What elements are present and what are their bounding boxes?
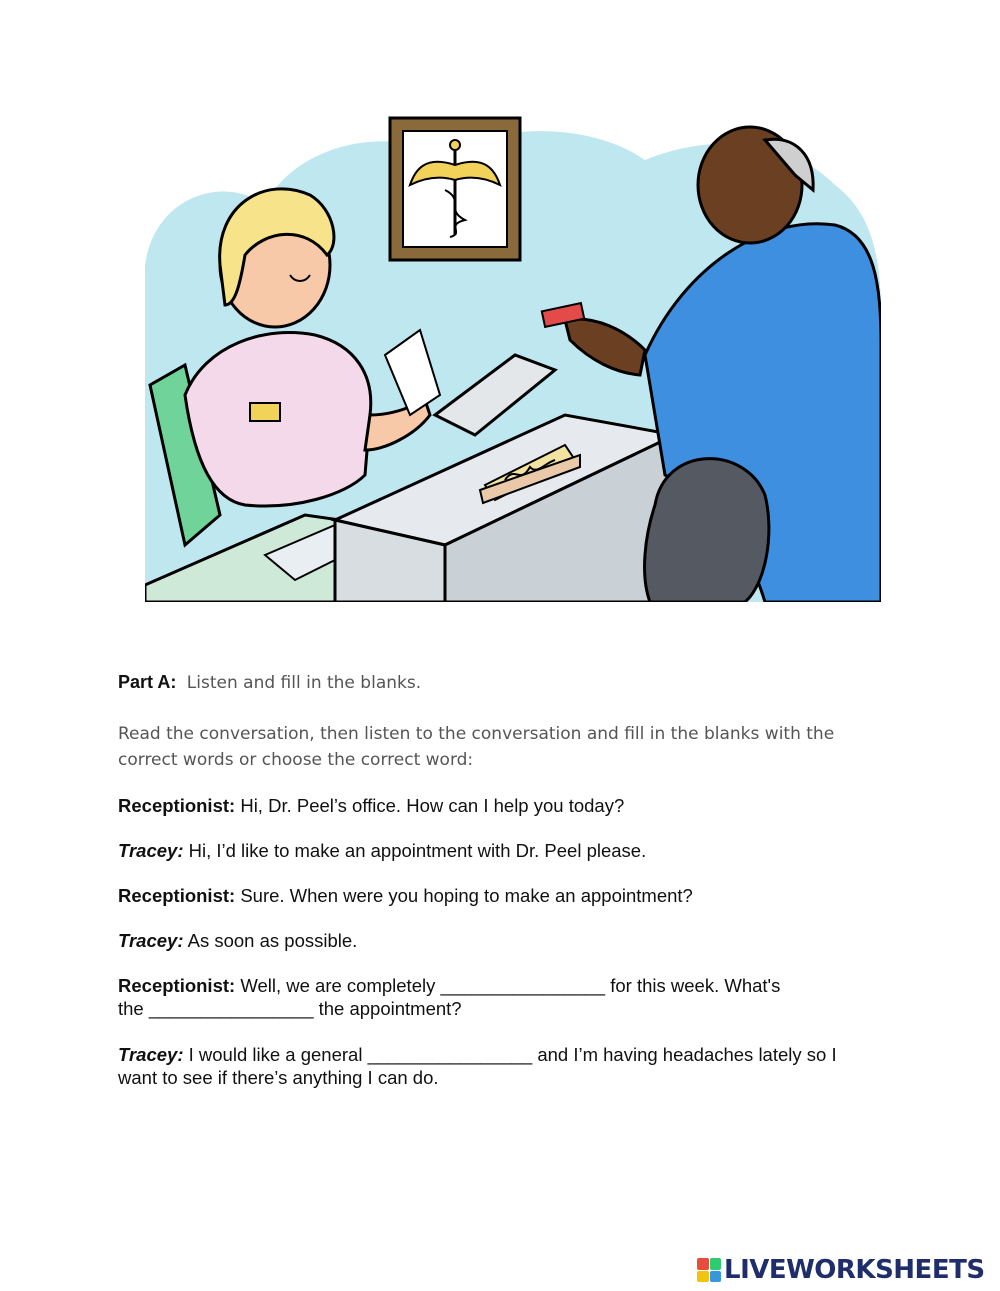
dialogue-text: Hi, I’d like to make an appointment with Dr. Peel please.	[188, 840, 647, 861]
part-label: Part A:	[118, 672, 177, 692]
intro-text: Read the conversation, then listen to the conversation and fill in the blanks with the correct words or choose the correct word:	[118, 724, 835, 770]
dialogue-text-blank[interactable]: I would like a general ________________ and I’m having headaches lately so I	[188, 1044, 837, 1065]
dialogue-line	[118, 884, 888, 907]
speaker-receptionist: Receptionist:	[118, 975, 236, 996]
dialogue-line	[118, 1043, 888, 1089]
speaker-receptionist: Receptionist:	[118, 885, 236, 906]
dialogue-text-blank[interactable]: the ________________ the appointment?	[118, 998, 462, 1019]
dialogue-text: As soon as possible.	[187, 930, 358, 951]
speaker-receptionist: Receptionist:	[118, 795, 236, 816]
dialogue-line	[118, 839, 888, 862]
dialogue-line	[118, 794, 888, 817]
dialogue-text: want to see if there’s anything I can do.	[118, 1067, 439, 1088]
dialogue-text: Hi, Dr. Peel’s office. How can I help you today?	[240, 795, 625, 816]
brand-name: LIVEWORKSHEETS	[724, 1255, 985, 1285]
speaker-tracey: Tracey:	[118, 930, 184, 951]
speaker-tracey: Tracey:	[118, 840, 184, 861]
part-heading-row	[118, 672, 888, 693]
dialogue-text: Sure. When were you hoping to make an appointment?	[240, 885, 693, 906]
dialogue-line	[118, 929, 888, 952]
part-instruction: Listen and fill in the blanks.	[186, 673, 422, 693]
dialogue-text-blank[interactable]: Well, we are completely ________________ for this week. What's	[240, 975, 781, 996]
logo-mark-icon	[697, 1258, 721, 1282]
caduceus-frame	[390, 118, 520, 260]
liveworksheets-logo[interactable]	[697, 1255, 985, 1285]
reception-illustration	[145, 115, 881, 602]
dialogue-line	[118, 974, 888, 1020]
speaker-tracey: Tracey:	[118, 1044, 184, 1065]
